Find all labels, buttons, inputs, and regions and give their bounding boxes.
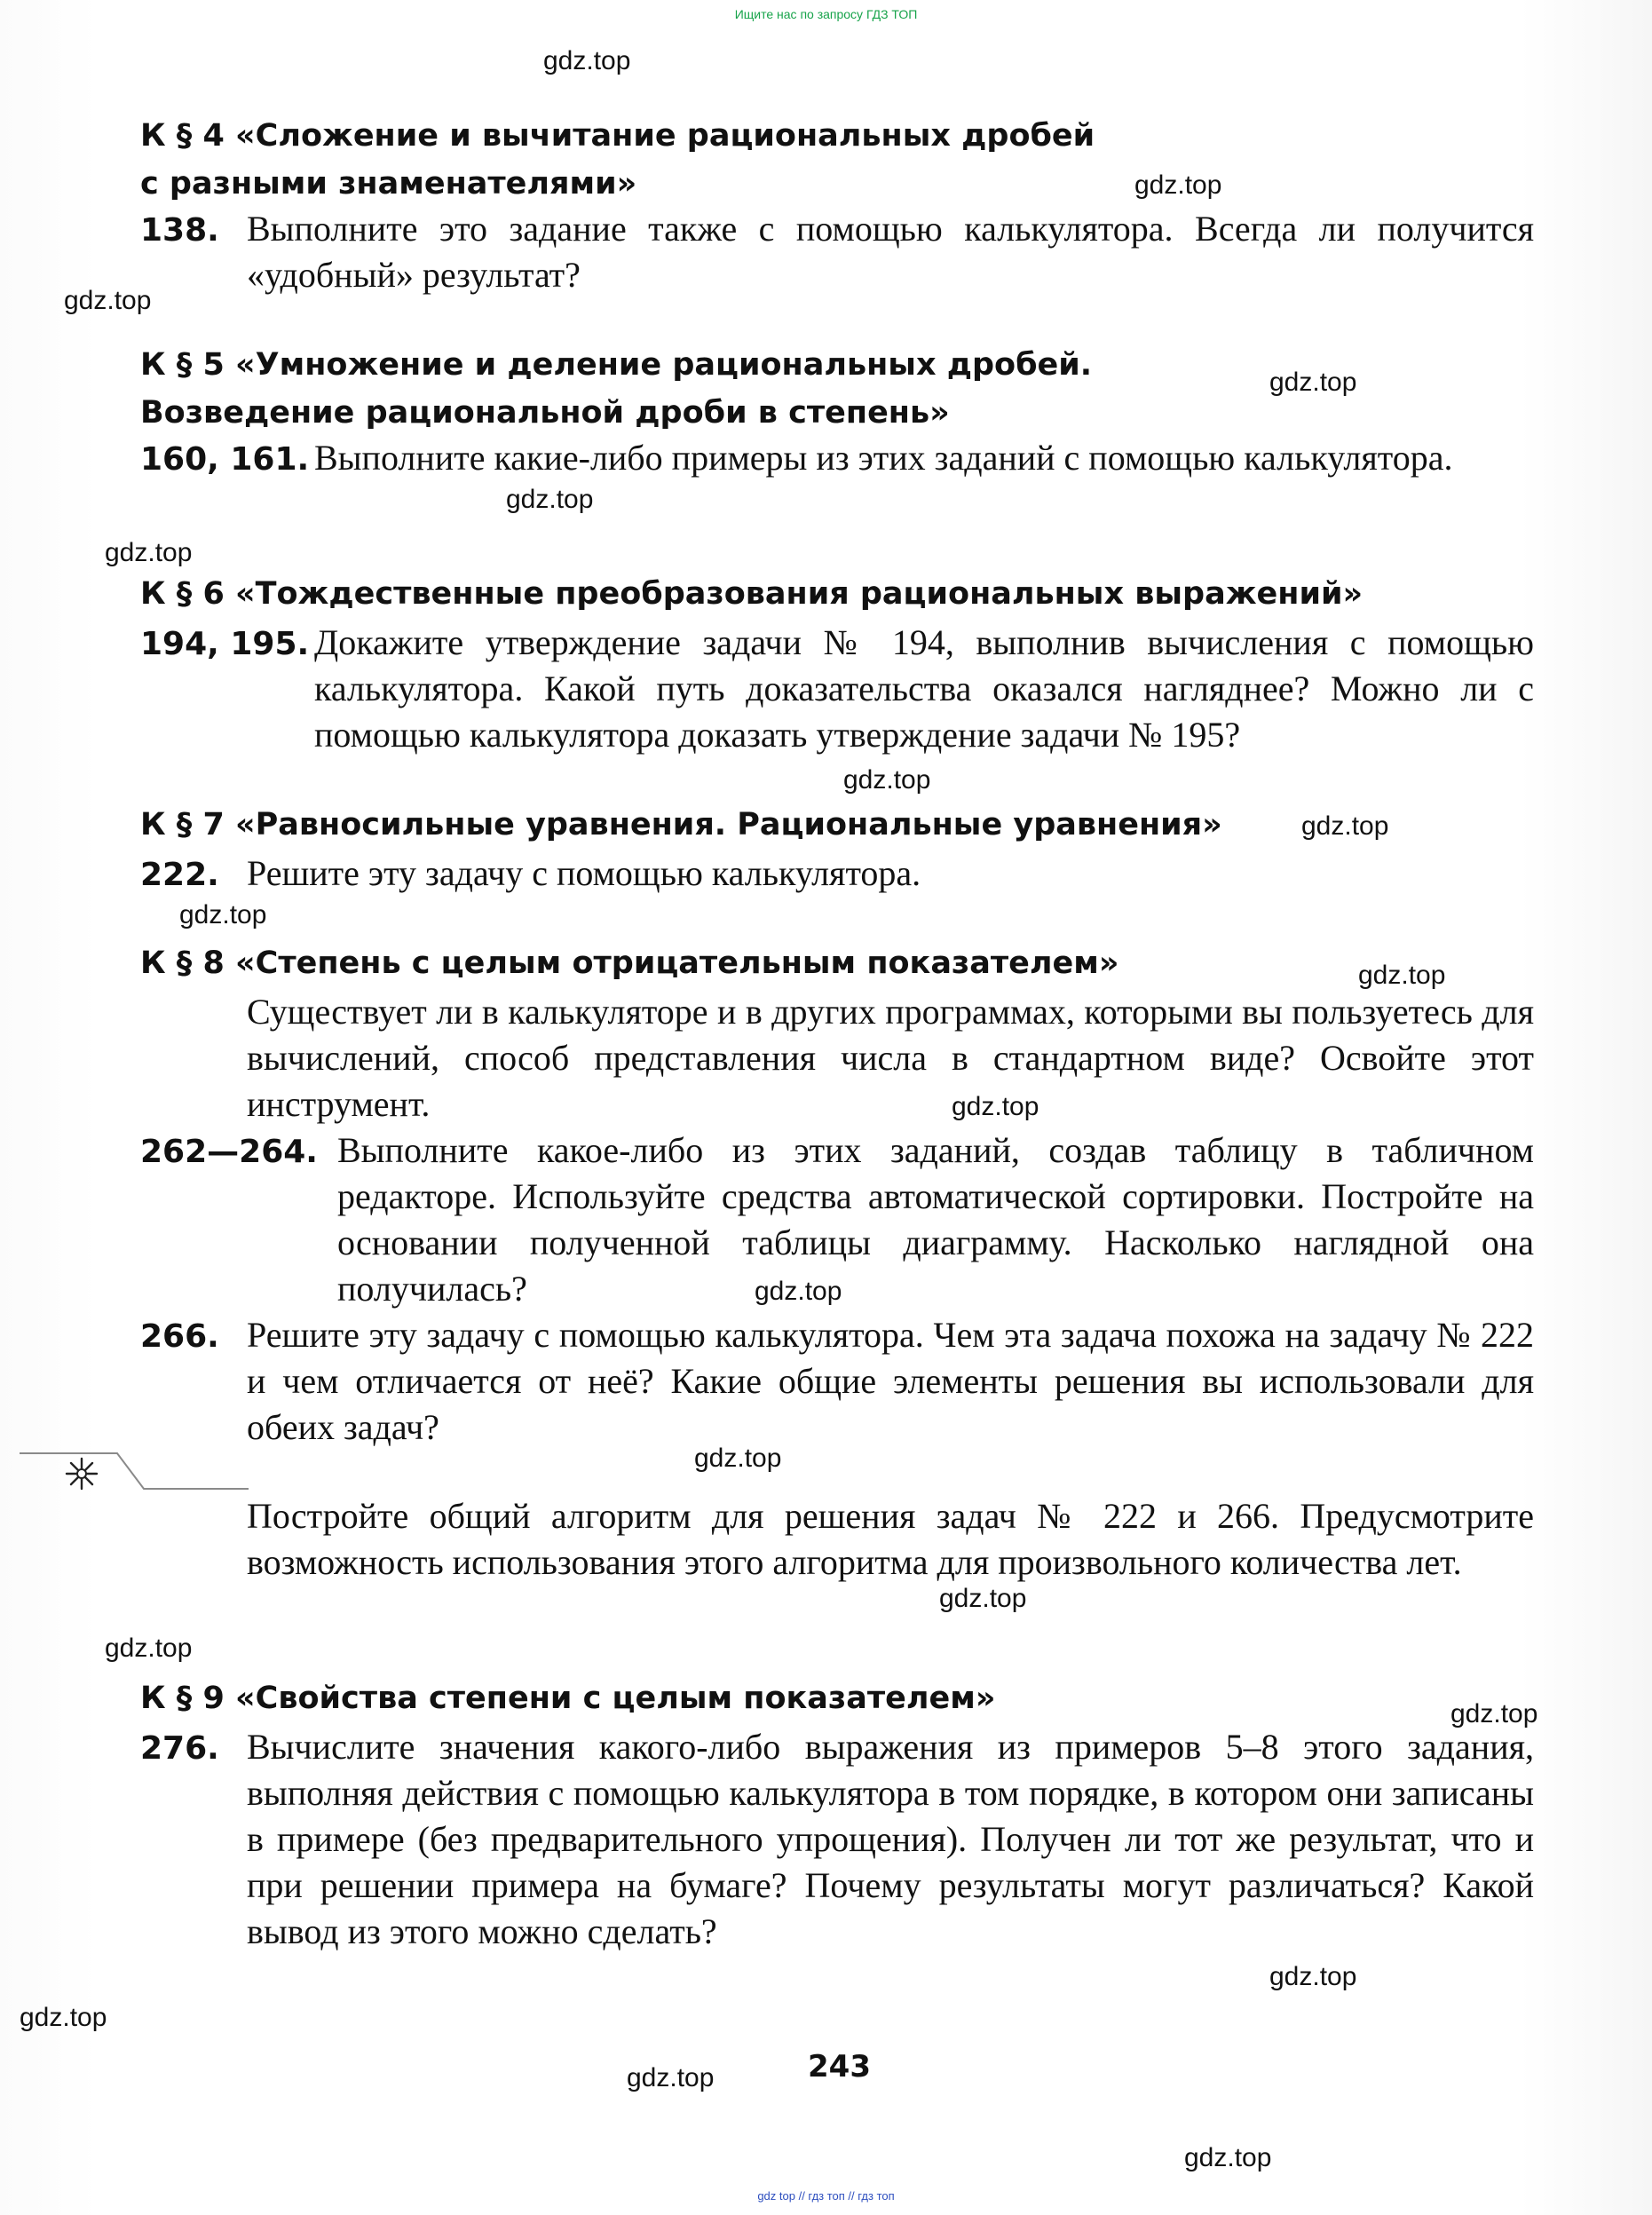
- star-task: [140, 1493, 1534, 1632]
- section-heading-k4: [140, 112, 1095, 208]
- watermark: gdz.top: [20, 2003, 107, 2032]
- section-heading-line: К § 4 «Сложение и вычитание рациональных дробей: [140, 118, 1095, 154]
- task-number: 194, 195.: [140, 626, 310, 662]
- watermark: gdz.top: [1450, 1699, 1538, 1728]
- task-text: Выполните какие-либо примеры из этих заданий с помощью калькулятора.: [314, 438, 1453, 478]
- task-222: [140, 850, 1534, 897]
- task-text: Существует ли в калькуляторе и в других программах, которыми вы пользуетесь для вычислений, способ представления числа в стандартном виде? Освойте этот инструмент.: [247, 992, 1534, 1124]
- task-number: 222.: [140, 857, 219, 893]
- task-262-264: [140, 1127, 1534, 1312]
- watermark: gdz.top: [1269, 1962, 1357, 1991]
- watermark: gdz.top: [1184, 2143, 1272, 2172]
- watermark: gdz.top: [1301, 811, 1389, 841]
- section-heading-k6: К § 6 «Тождественные преобразования рациональных выражений»: [140, 576, 1363, 612]
- page-number: 243: [808, 2049, 871, 2084]
- section-heading-k9: К § 9 «Свойства степени с целым показателем»: [140, 1681, 996, 1716]
- task-266: [140, 1312, 1534, 1451]
- watermark: gdz.top: [755, 1277, 842, 1306]
- section-heading-line: с разными знаменателями»: [140, 166, 637, 202]
- task-text: Докажите утверждение задачи № 194, выполнив вычисления с помощью калькулятора. Какой путь доказательства оказался нагляднее? Можно ли с помощью калькулятора доказать утверждение задачи № 195?: [314, 622, 1534, 755]
- task-text: Решите эту задачу с помощью калькулятора.: [247, 853, 921, 893]
- section-heading-line: Возведение рациональной дроби в степень»: [140, 395, 950, 431]
- section-heading-k7: К § 7 «Равносильные уравнения. Рациональные уравнения»: [140, 807, 1222, 842]
- watermark: gdz.top: [506, 485, 594, 514]
- task-number: 160, 161.: [140, 441, 310, 478]
- watermark: gdz.top: [179, 900, 267, 930]
- watermark: gdz.top: [105, 1634, 193, 1663]
- task-text: Выполните какое-либо из этих заданий, создав таблицу в табличном редакторе. Используйте средства автоматической сортировки. Постройте на основании полученной таблицы диаграмму. Насколько наглядной она получилась?: [337, 1130, 1534, 1309]
- task-276: [140, 1724, 1534, 2001]
- section-heading-line: К § 5 «Умножение и деление рациональных дробей.: [140, 347, 1093, 383]
- watermark: gdz.top: [694, 1444, 782, 1473]
- task-194-195: [140, 620, 1534, 758]
- task-number: 276.: [140, 1730, 219, 1767]
- task-number: 262—264.: [140, 1134, 318, 1170]
- task-text: Вычислите значения какого-либо выражения из примеров 5–8 этого задания, выполняя действия с помощью калькулятора в том порядке, в котором они записаны в примере (без предварительного упрощения). Получен ли тот же результат, что и при решении примера на бумаге? Почему результаты могут различаться? Какой вывод из этого можно сделать?: [247, 1727, 1534, 1951]
- task-text: Постройте общий алгоритм для решения задач № 222 и 266. Предусмотрите возможность использования этого алгоритма для произвольного количества лет.: [247, 1496, 1534, 1582]
- watermark: gdz.top: [843, 765, 931, 795]
- watermark: gdz.top: [105, 538, 193, 567]
- watermark: gdz.top: [543, 46, 631, 75]
- bottom-note: gdz top // гдз топ // гдз топ: [757, 2189, 895, 2203]
- task-number: 266.: [140, 1318, 219, 1355]
- section-heading-k5: [140, 341, 1092, 437]
- divider-line: [20, 1443, 250, 1496]
- task-number: 138.: [140, 212, 219, 249]
- watermark: gdz.top: [1134, 170, 1222, 200]
- top-search-note: Ищите нас по запросу ГДЗ ТОП: [734, 7, 918, 21]
- watermark: gdz.top: [1358, 961, 1446, 990]
- section-heading-k8: К § 8 «Степень с целым отрицательным показателем»: [140, 945, 1119, 981]
- watermark: gdz.top: [939, 1584, 1027, 1613]
- task-text: Выполните это задание также с помощью калькулятора. Всегда ли получится «удобный» результат?: [247, 209, 1534, 295]
- task-text: Решите эту задачу с помощью калькулятора. Чем эта задача похожа на задачу № 222 и чем отличается от неё? Какие общие элементы решения вы использовали для обеих задач?: [247, 1315, 1534, 1447]
- watermark: gdz.top: [952, 1092, 1039, 1121]
- task-138: [140, 206, 1534, 298]
- star-icon: [64, 1456, 99, 1491]
- watermark: gdz.top: [64, 286, 152, 315]
- watermark: gdz.top: [627, 2063, 715, 2092]
- watermark: gdz.top: [1269, 368, 1357, 397]
- k8-intro: [140, 989, 1534, 1127]
- task-160-161: [140, 435, 1534, 527]
